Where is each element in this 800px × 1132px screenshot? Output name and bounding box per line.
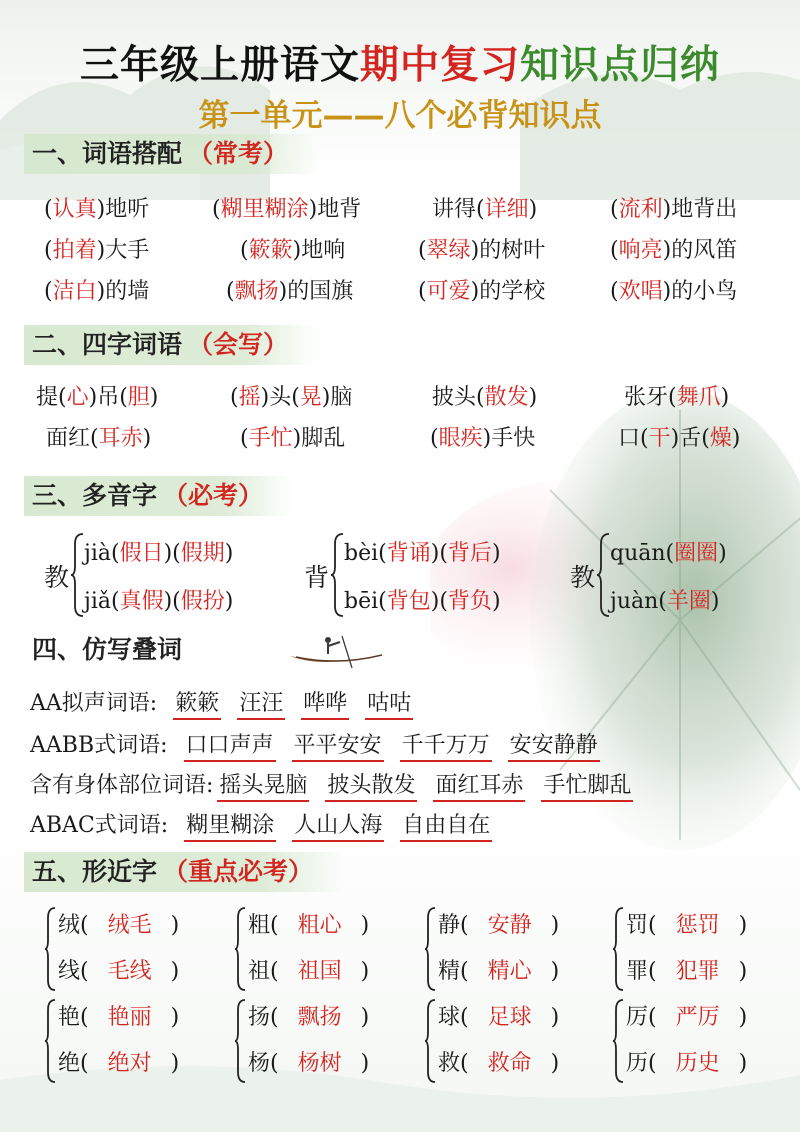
section-number: 四、 <box>32 635 83 664</box>
answer-word: 惩罚 <box>675 913 720 938</box>
char-suffix: ) <box>550 1005 560 1030</box>
left-brace-icon <box>70 532 84 618</box>
section-header-3 <box>24 476 293 516</box>
char-prefix: 罪( <box>626 959 657 984</box>
similar-char-pair <box>438 1000 559 1031</box>
similar-char-pair <box>58 1000 179 1031</box>
similar-char-pair <box>438 954 559 985</box>
char-suffix: ) <box>738 1005 748 1030</box>
left-brace-icon <box>330 532 344 618</box>
idiom-item: 张牙(舞爪) <box>624 385 730 410</box>
section-header-5 <box>24 852 343 892</box>
left-brace-icon <box>596 532 610 618</box>
char-suffix: ) <box>360 913 370 938</box>
char-prefix: 历( <box>626 1051 657 1076</box>
section-name: 形近字 <box>82 857 158 886</box>
answer-word: 杨树 <box>297 1051 342 1076</box>
char-suffix: ) <box>170 913 180 938</box>
collocation-item: (认真)地听 <box>44 197 150 222</box>
char-prefix: 静( <box>438 913 469 938</box>
char-suffix: ) <box>550 913 560 938</box>
collocation-item: (糊里糊涂)地背 <box>212 197 362 222</box>
char-suffix: ) <box>170 1051 180 1076</box>
reduplication-row <box>30 768 633 802</box>
left-brace-icon <box>234 998 246 1084</box>
page-subtitle: 第一单元——八个必背知识点 <box>198 98 602 134</box>
answer-word: 艳丽 <box>107 1005 152 1030</box>
idiom-item: (眼疾)手快 <box>430 426 536 451</box>
similar-char-group <box>612 998 800 1094</box>
similar-char-pair <box>248 1046 369 1077</box>
char-prefix: 精( <box>438 959 469 984</box>
reduplication-label: AA拟声词语: <box>30 691 158 716</box>
char-prefix: 绝( <box>58 1051 89 1076</box>
answer-word: 足球 <box>487 1005 532 1030</box>
section-name: 多音字 <box>82 481 158 510</box>
char-suffix: ) <box>738 913 748 938</box>
pinyin-line: jiǎ(真假)(假扮) <box>84 589 234 614</box>
char-suffix: ) <box>550 1051 560 1076</box>
char-prefix: 祖( <box>248 959 279 984</box>
char-prefix: 艳( <box>58 1005 89 1030</box>
left-brace-icon <box>612 906 624 992</box>
similar-char-group <box>424 906 614 1002</box>
answer-word: 粗心 <box>297 913 342 938</box>
similar-char-pair <box>626 1046 747 1077</box>
reduplication-word: 人山人海 <box>292 814 384 842</box>
idiom-item: (摇)头(晃)脑 <box>230 385 353 410</box>
collocation-item: (飘扬)的国旗 <box>226 279 354 304</box>
answer-word: 犯罪 <box>675 959 720 984</box>
reduplication-label: ABAC式词语: <box>30 813 169 838</box>
char-suffix: ) <box>360 959 370 984</box>
collocation-item: 讲得(详细) <box>432 197 538 222</box>
similar-char-pair <box>248 908 369 939</box>
char-prefix: 线( <box>58 959 89 984</box>
answer-word: 祖国 <box>297 959 342 984</box>
title-part-1: 三年级上册语文 <box>79 43 360 88</box>
char-prefix: 救( <box>438 1051 469 1076</box>
idiom-item: 面红(耳赤) <box>46 426 152 451</box>
section-header-1 <box>24 134 318 174</box>
similar-char-pair <box>438 1046 559 1077</box>
boat-illustration <box>286 632 390 672</box>
collocation-item: (响亮)的风笛 <box>610 238 738 263</box>
answer-word: 救命 <box>487 1051 532 1076</box>
polyphonic-char: 教 <box>570 563 596 592</box>
section-header-4 <box>24 630 218 670</box>
collocation-item: (拍着)大手 <box>44 238 150 263</box>
pinyin-line: juàn(羊圈) <box>610 589 720 614</box>
similar-char-group <box>612 906 800 1002</box>
collocation-item: (可爱)的学校 <box>418 279 546 304</box>
left-brace-icon <box>44 906 56 992</box>
left-brace-icon <box>612 998 624 1084</box>
similar-char-pair <box>438 908 559 939</box>
similar-char-pair <box>626 954 747 985</box>
section-name: 四字词语 <box>82 330 183 359</box>
idiom-item: 披头(散发) <box>432 385 538 410</box>
section-number: 五、 <box>32 857 83 886</box>
answer-word: 毛线 <box>107 959 152 984</box>
reduplication-word: 披头散发 <box>325 774 417 802</box>
similar-char-group <box>44 906 234 1002</box>
pinyin-line: jià(假日)(假期) <box>84 541 234 566</box>
section-header-2 <box>24 325 318 365</box>
answer-word: 绝对 <box>107 1051 152 1076</box>
reduplication-word: 糊里糊涂 <box>184 814 276 842</box>
answer-word: 严厉 <box>675 1005 720 1030</box>
char-suffix: ) <box>738 1051 748 1076</box>
reduplication-word: 手忙脚乱 <box>541 774 633 802</box>
pinyin-line: quān(圈圈) <box>610 541 727 566</box>
reduplication-word: 咕咕 <box>365 692 413 720</box>
reduplication-word: 面红耳赤 <box>433 774 525 802</box>
reduplication-word: 平平安安 <box>292 734 384 762</box>
char-suffix: ) <box>360 1051 370 1076</box>
reduplication-word: 簌簌 <box>173 692 221 720</box>
similar-char-pair <box>248 1000 369 1031</box>
reduplication-word: 口口声声 <box>184 734 276 762</box>
similar-char-pair <box>58 908 179 939</box>
char-prefix: 球( <box>438 1005 469 1030</box>
polyphonic-char: 教 <box>44 563 70 592</box>
section-number: 三、 <box>32 481 83 510</box>
title-part-2: 期中复习 <box>359 43 520 88</box>
section-tag: （会写） <box>188 330 289 359</box>
section-number: 一、 <box>32 139 83 168</box>
similar-char-group <box>234 998 424 1094</box>
char-suffix: ) <box>360 1005 370 1030</box>
answer-word: 安静 <box>487 913 532 938</box>
left-brace-icon <box>424 906 436 992</box>
similar-char-pair <box>626 908 747 939</box>
reduplication-word: 哗哗 <box>301 692 349 720</box>
left-brace-icon <box>44 998 56 1084</box>
reduplication-row <box>30 808 492 842</box>
reduplication-label: 含有身体部位词语: <box>30 773 214 798</box>
collocation-item: (洁白)的墙 <box>44 279 150 304</box>
char-prefix: 杨( <box>248 1051 279 1076</box>
section-name: 仿写叠词 <box>82 635 183 664</box>
similar-char-pair <box>58 954 179 985</box>
reduplication-word: 汪汪 <box>237 692 285 720</box>
char-prefix: 罚( <box>626 913 657 938</box>
title-part-3: 知识点归纳 <box>520 43 721 88</box>
char-suffix: ) <box>170 1005 180 1030</box>
similar-char-group <box>424 998 614 1094</box>
collocation-item: (簌簌)地响 <box>240 238 346 263</box>
pinyin-line: bèi(背诵)(背后) <box>344 541 501 566</box>
similar-char-pair <box>58 1046 179 1077</box>
similar-char-pair <box>626 1000 747 1031</box>
char-suffix: ) <box>738 959 748 984</box>
collocation-item: (流利)地背出 <box>610 197 738 222</box>
reduplication-word: 千千万万 <box>400 734 492 762</box>
reduplication-row <box>30 686 413 720</box>
section-tag: （重点必考） <box>163 857 314 886</box>
section-tag: （常考） <box>188 139 289 168</box>
idiom-item: 口(干)舌(燥) <box>618 426 741 451</box>
reduplication-word: 自由自在 <box>400 814 492 842</box>
collocation-item: (欢唱)的小鸟 <box>610 279 738 304</box>
reduplication-word: 安安静静 <box>508 734 600 762</box>
similar-char-group <box>44 998 234 1094</box>
page-title <box>0 34 800 90</box>
char-prefix: 厉( <box>626 1005 657 1030</box>
reduplication-word: 摇头晃脑 <box>217 774 309 802</box>
answer-word: 飘扬 <box>297 1005 342 1030</box>
answer-word: 历史 <box>675 1051 720 1076</box>
left-brace-icon <box>424 998 436 1084</box>
section-name: 词语搭配 <box>82 139 183 168</box>
polyphonic-char: 背 <box>304 563 330 592</box>
answer-word: 精心 <box>487 959 532 984</box>
answer-word: 绒毛 <box>107 913 152 938</box>
section-number: 二、 <box>32 330 83 359</box>
char-prefix: 粗( <box>248 913 279 938</box>
section-tag: （必考） <box>163 481 264 510</box>
char-suffix: ) <box>550 959 560 984</box>
pinyin-line: bēi(背包)(背负) <box>344 589 501 614</box>
similar-char-group <box>234 906 424 1002</box>
char-suffix: ) <box>170 959 180 984</box>
char-prefix: 扬( <box>248 1005 279 1030</box>
reduplication-row <box>30 728 600 762</box>
idiom-item: (手忙)脚乱 <box>240 426 346 451</box>
similar-char-pair <box>248 954 369 985</box>
idiom-item: 提(心)吊(胆) <box>36 385 159 410</box>
left-brace-icon <box>234 906 246 992</box>
collocation-item: (翠绿)的树叶 <box>418 238 546 263</box>
reduplication-label: AABB式词语: <box>30 733 168 758</box>
char-prefix: 绒( <box>58 913 89 938</box>
